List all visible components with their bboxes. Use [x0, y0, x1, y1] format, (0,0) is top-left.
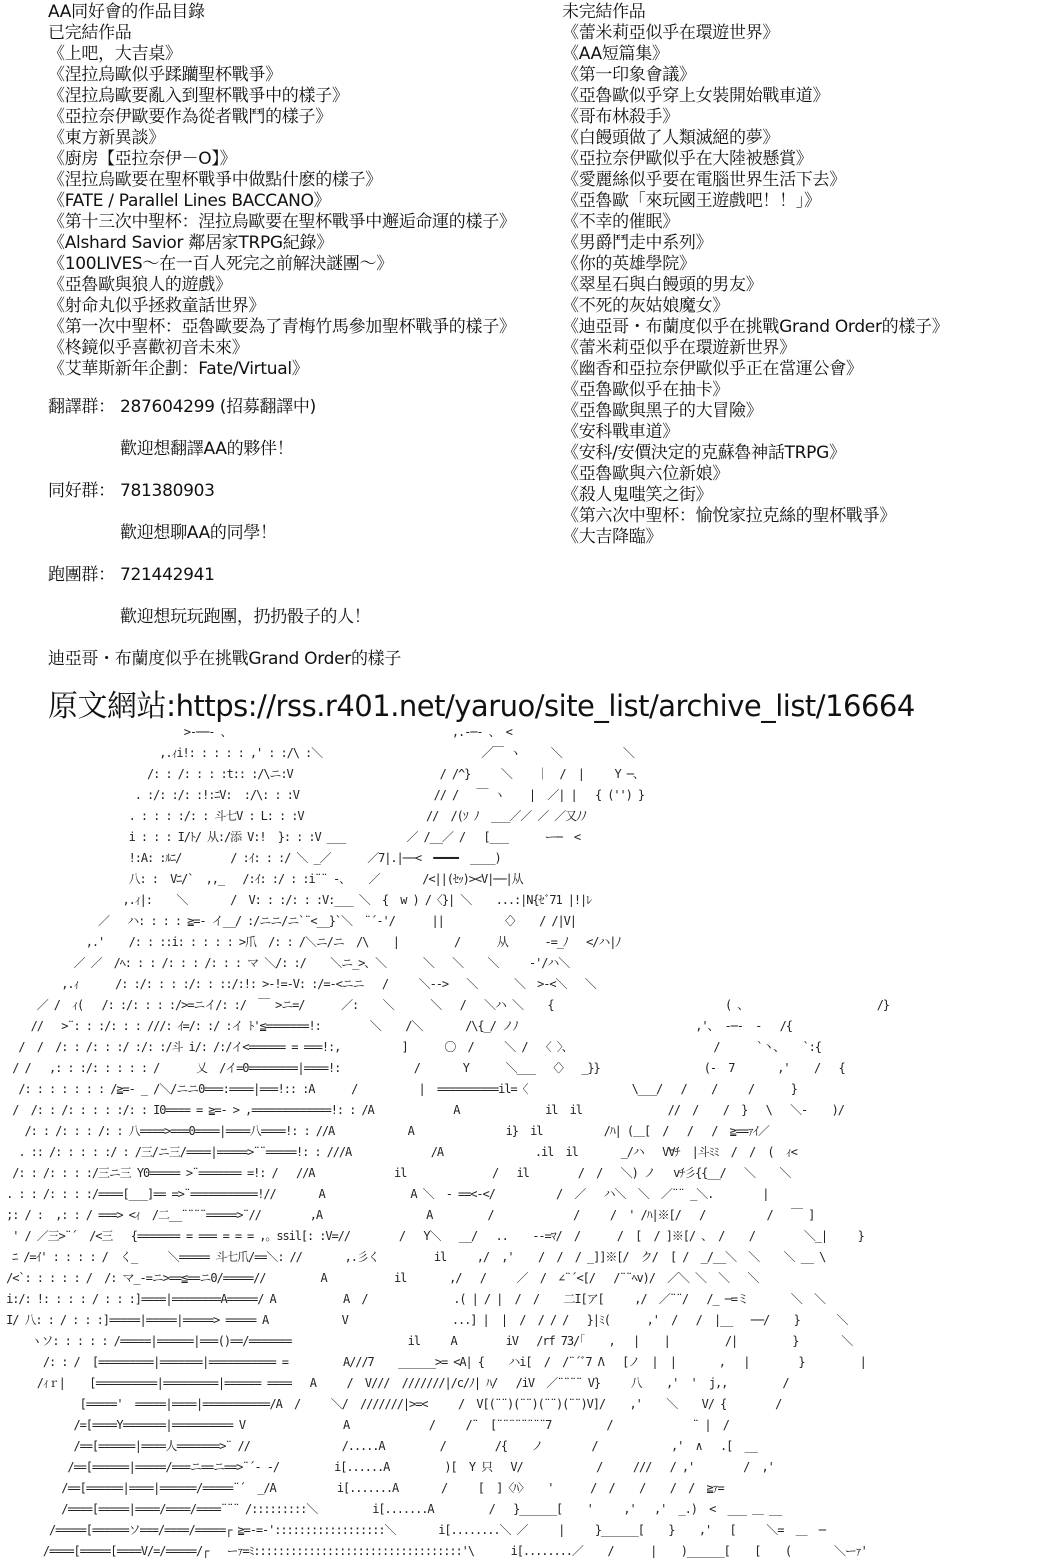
ongoing-work-item[interactable]: 《翠星石與白饅頭的男友》: [562, 275, 763, 295]
ongoing-work-item[interactable]: 《大吉降臨》: [562, 527, 663, 547]
ongoing-work-item[interactable]: 《愛麗絲似乎要在電腦世界生活下去》: [562, 170, 846, 190]
spacer: [48, 460, 558, 481]
ongoing-work-item[interactable]: 《亞拉奈伊歐似乎在大陸被懸賞》: [562, 149, 813, 169]
completed-work-item[interactable]: 《涅拉烏歐要在聖杯戰爭中做點什麽的樣子》: [48, 170, 382, 190]
completed-work-item[interactable]: 《東方新異談》: [48, 128, 165, 148]
completed-work-item[interactable]: 《亞拉奈伊歐要作為從者戰鬥的樣子》: [48, 107, 332, 127]
source-url-link[interactable]: https://rss.r401.net/yaruo/site_list/archive_list/16664: [175, 689, 915, 723]
ascii-art-illustration: >‐──- 、 ,.-─- 、 < ,.ｨi!: : : : : ,' : :/\ :＼ ／￣ ヽ ＼ ＼ /: : /: : : :t:: :/\ニ:V / /^} ＼ ｜ / | Y ─、 . :/: :/: :!:ﾆV: :/\: : :V // / ￣ ヽ | ／| | { ('') } . : : : :/: : 斗七V : L: : :V // /(ｿ ﾉ ___／／ ／ ／又ﾉﾉ i : : : I/ﾄ/ 从:/添 V:! }: : :V ___ ／ /__／ / [___ ー─ < !:A: :ﾙﾆ/ / :ｲ: : :/ ＼ _／ ／7|.|──< ━━━━ ____) 八: : Vﾆ/` ,,_ /:ｲ: :/ : :i¨¨ ‐、 ／ /<||(ｾｯ)><V|──|从 ,.ｨ|: ＼ / V: : :/: : :V:___ ＼ { w ) /〈}| ＼ ...:|N{ｾﾞ71 |!|ﾚ ／ ハ: : : : ≧=- イ__/ :/ニニ/ニ`¨<__}`＼ ¨´‐'/ || 〈〉 / /|V| ,.' /: : ::i: : : : : >爪 /: : /＼ニ/ニ /\ | / 从 ‐=_ﾉ </ハ|ﾉ ／ ／ /ﾍ: : : /: : : /: : : マ ＼/: :/ ＼ニ_>、＼ ＼ ＼ ＼ ‐'/ハ＼ ,.ｨ /: :/: : : :/: : ::/:!: >-!=-V: :/=-<ニニ / ＼--> ＼ ＼ >‐<＼ ＼ ／ / ｨ( /: :/: : : :/>=ニイ/: :/ ￣ >ニ=/ ／: ＼ ＼ / ＼ハ ＼ { ( 、 /} // >¨: : :/: : : ///: ｲ=/: :/ :イ ﾄ'≦=======!: ＼ /＼ /\{_/ ノﾉ ,'、 -─- - /{ / / /: : /: : :/ :/: :/斗 i/: /:/イ<====== = ===!:, ] 〇 / ＼ / 〈 〉、 / `丶、 `:{ / / ,: : :/: : : : : / 乂 /イ=0========|====!: / Y ＼___ 〈〉 _}} (‐ 7 ,' / { /: : : : : : : /≧=- _ /＼/ニニ0===:====|===!:: :A / | ==========il=〈 \___/ / / / } / /: : /: : : : :/: : I0==== = ≧=- > ,=============!: : /A A il il // / / } \ ＼‐ )/ /: : /: : : /: : 八====>===0====|====八====!: : //A A i} il /ﾊ| (＿[ / / / ≧==ｧｲ／ . :: /: : : : :/ : /三/ニ三/====|=====>¨¨=====!: : ///A /A .il il _/ハ V∀ﾁ |斗ﾐﾐ / / ( ｨ< /: : /: : : :/三ニ三 Y0===== >¨======= =!: / //A il / il / / ＼) ノ vﾁ彡{{__/ ＼ ＼ . : : /: : : :/====[___]== =>¨===========!// A A ＼ - ==<-</ / ／ ハ＼ ＼ ／¨¨ _＼. | ;: / : ,: : / ===> <ｨ /二__¨¨¨¨=====>¨// ,A A / / / ' /ﾊ|※[/ / / ￣ ] ' / ／三>¨´ /<三 {======= = === = = = ,。ssil[: :V=// / Y＼ __/ .. --=ﾏ/ / / [ / ]※[/ 、 / / ＼_| } ﾆ /=ｲ' : : : : / く_ ＼===== 斗七爪/==＼: // ,.彡く il ,/ ,' / / / _]]※[/ ク/ [ / _/__＼ ＼ ＼ __ \ /<`: : : : : / /: マ_-=ニ>==≦==ニ0/=====// A il ,/ / ／ / ∠¨´<[/ /¨¨ﾍv)/ ／＼ ＼ ＼ ＼ i:/: !: : : : / : : :]====|========A=====/ A A / .( | / | / / 二I[ア[ ,/ ／¨¨/ /_ ─=ミ ＼ ＼ I/ 八: : / : : :]=====|=====|=====> ===== A V ...] | | / / / / }|ﾐ( ,' / / |__ ──/ } ＼ ヽソ: : : : : /=====|======|===()==/======= il A iV /rf 73/｢ , | | /| } ＼ /: : / [=========|=======|=========== = A///7 ______>= <A| { ハi[ / /¨´ﾞ7 Λ [ノ | | , | } | /ｨｒ| [==========|=========|====== ==== A / V/// ///////|/c/ﾉ| ﾊ/ /iV ／¨¨¨¨ V} 八 ,' ' j,, / [=====' =====|====|===========/A / ＼/ ///////|>=< / V[(¨¨)(¨¨)(¨¨)(¨¨)V]/ ,' ＼ V/ { / /=[====Y=======|========== V A / /¨ [¨¨¨¨¨¨¨¨7 / ¨ | / /==[======|====人=======>¨ // /.....A / /{ ノ / ,' ∧ .[ __ /==[======|=====/===ニ==ニ==>¨´- ‐/ i[......A )[ Y 只 V/ / /// / ,' / ,' /==[======|====|======/=====¨´ _/A i[.......A / [ ]〈ﾊ〉 ' / / / / / ≧ｧ= /====[=====|====/====/====¨¨¨ /:::::::::＼ i[.......A / }______[ ' ,' ,' _.) < ___ ＿ __ /=====[======ソ===/====/=====┌ ≧=-=‐'::::::::::::::::::＼ i[........＼ ／ | }______[ } ,' [ ＼= ＿ ─ /====[=====[====V/=/=====/┌ ーｧ=ﾐ::::::::::::::::::::::::::::::::::'\ i[........／ / | )______[ [ ( ＼ーｧ': [6, 725, 890, 1558]
left-column: [48, 2, 558, 670]
group-info: [48, 397, 558, 649]
ongoing-work-item[interactable]: 《亞魯歐與六位新娘》: [562, 464, 729, 484]
ongoing-work-item[interactable]: 《蕾米莉亞似乎在環遊新世界》: [562, 338, 796, 358]
ongoing-work-item[interactable]: 《殺人鬼嗤笑之街》: [562, 485, 713, 505]
completed-work-item[interactable]: 《上吧，大吉桌》: [48, 44, 182, 64]
ongoing-work-item[interactable]: 《不幸的催眠》: [562, 212, 679, 232]
translation-group-note: 歡迎想翻譯AA的夥伴！: [120, 439, 294, 459]
spacer: [48, 380, 558, 397]
spacer: [48, 502, 558, 523]
ongoing-work-item[interactable]: 《第六次中聖杯：愉悅家拉克絲的聖杯戰爭》: [562, 506, 896, 526]
spacer: [48, 418, 558, 439]
completed-work-item[interactable]: 《Alshard Savior 鄰居家TRPG紀錄》: [48, 233, 333, 253]
ongoing-work-item[interactable]: 《白饅頭做了人類滅絕的夢》: [562, 128, 780, 148]
completed-work-item[interactable]: 《射命丸似乎拯救童話世界》: [48, 296, 266, 316]
ongoing-work-item[interactable]: 《安科戰車道》: [562, 422, 679, 442]
right-column: [562, 2, 1042, 548]
completed-work-item[interactable]: 《第十三次中聖杯：涅拉烏歐要在聖杯戰爭中邂逅命運的樣子》: [48, 212, 516, 232]
source-link-line: [48, 688, 915, 725]
ongoing-work-item[interactable]: 《不死的灰姑娘魔女》: [562, 296, 729, 316]
fan-group-row: [48, 481, 558, 502]
ongoing-work-item[interactable]: 《男爵鬥走中系列》: [562, 233, 713, 253]
ongoing-work-item[interactable]: 《第一印象會議》: [562, 65, 696, 85]
completed-work-item[interactable]: 《涅拉烏歐要亂入到聖杯戰爭中的樣子》: [48, 86, 349, 106]
completed-works-list: [48, 44, 558, 380]
spacer: [48, 544, 558, 565]
translation-group-label: 翻譯群：: [48, 397, 115, 417]
ongoing-work-item[interactable]: 《幽香和亞拉奈伊歐似乎正在當運公會》: [562, 359, 863, 379]
fan-group-label: 同好群：: [48, 481, 115, 501]
completed-work-item[interactable]: 《第一次中聖杯：亞魯歐要為了青梅竹馬參加聖杯戰爭的樣子》: [48, 317, 516, 337]
completed-work-item[interactable]: 《亞魯歐與狼人的遊戲》: [48, 275, 232, 295]
source-label: 原文網站:: [48, 689, 176, 724]
ongoing-work-item[interactable]: 《哥布林殺手》: [562, 107, 679, 127]
current-work-title: 迪亞哥・布蘭度似乎在挑戰Grand Order的樣子: [48, 649, 402, 669]
completed-work-item[interactable]: 《廚房【亞拉奈伊－O】》: [48, 149, 237, 169]
trpg-group-number: 721442941: [120, 565, 215, 585]
completed-work-item[interactable]: 《柊鏡似乎喜歡初音未來》: [48, 338, 249, 358]
trpg-group-row: [48, 565, 558, 586]
spacer: [48, 586, 558, 607]
catalog-header: AA同好會的作品目錄: [48, 2, 205, 22]
ongoing-work-item[interactable]: 《亞魯歐與黑子的大冒險》: [562, 401, 763, 421]
completed-work-item[interactable]: 《100LIVES～在一百人死完之前解決謎團～》: [48, 254, 393, 274]
ongoing-work-item[interactable]: 《安科/安價決定的克蘇魯神話TRPG》: [562, 443, 846, 463]
ongoing-work-item[interactable]: 《蕾米莉亞似乎在環遊世界》: [562, 23, 780, 43]
ongoing-work-item[interactable]: 《你的英雄學院》: [562, 254, 696, 274]
translation-group-number: 287604299 (招募翻譯中): [120, 397, 316, 417]
ongoing-work-item[interactable]: 《亞魯歐「來玩國王遊戲吧！！」》: [562, 191, 821, 211]
ongoing-work-item[interactable]: 《亞魯歐似乎在抽卡》: [562, 380, 729, 400]
completed-work-item[interactable]: 《涅拉烏歐似乎蹂躪聖杯戰爭》: [48, 65, 282, 85]
completed-work-item[interactable]: 《FATE / Parallel Lines BACCANO》: [48, 191, 331, 211]
completed-work-item[interactable]: 《艾華斯新年企劃：Fate/Virtual》: [48, 359, 309, 379]
ongoing-works-label: 未完結作品: [562, 2, 646, 22]
trpg-group-note: 歡迎想玩玩跑團，扔扔骰子的人！: [120, 607, 371, 627]
fan-group-note: 歡迎想聊AA的同學！: [120, 523, 277, 543]
spacer: [48, 628, 558, 649]
completed-works-label: 已完結作品: [48, 23, 132, 43]
ongoing-work-item[interactable]: 《亞魯歐似乎穿上女裝開始戰車道》: [562, 86, 830, 106]
ongoing-work-item[interactable]: 《AA短篇集》: [562, 44, 669, 64]
ongoing-works-list: [562, 23, 1042, 548]
fan-group-number: 781380903: [120, 481, 215, 501]
trpg-group-label: 跑團群：: [48, 565, 115, 585]
translation-group-row: [48, 397, 558, 418]
ongoing-work-item[interactable]: 《迪亞哥・布蘭度似乎在挑戰Grand Order的樣子》: [562, 317, 949, 337]
